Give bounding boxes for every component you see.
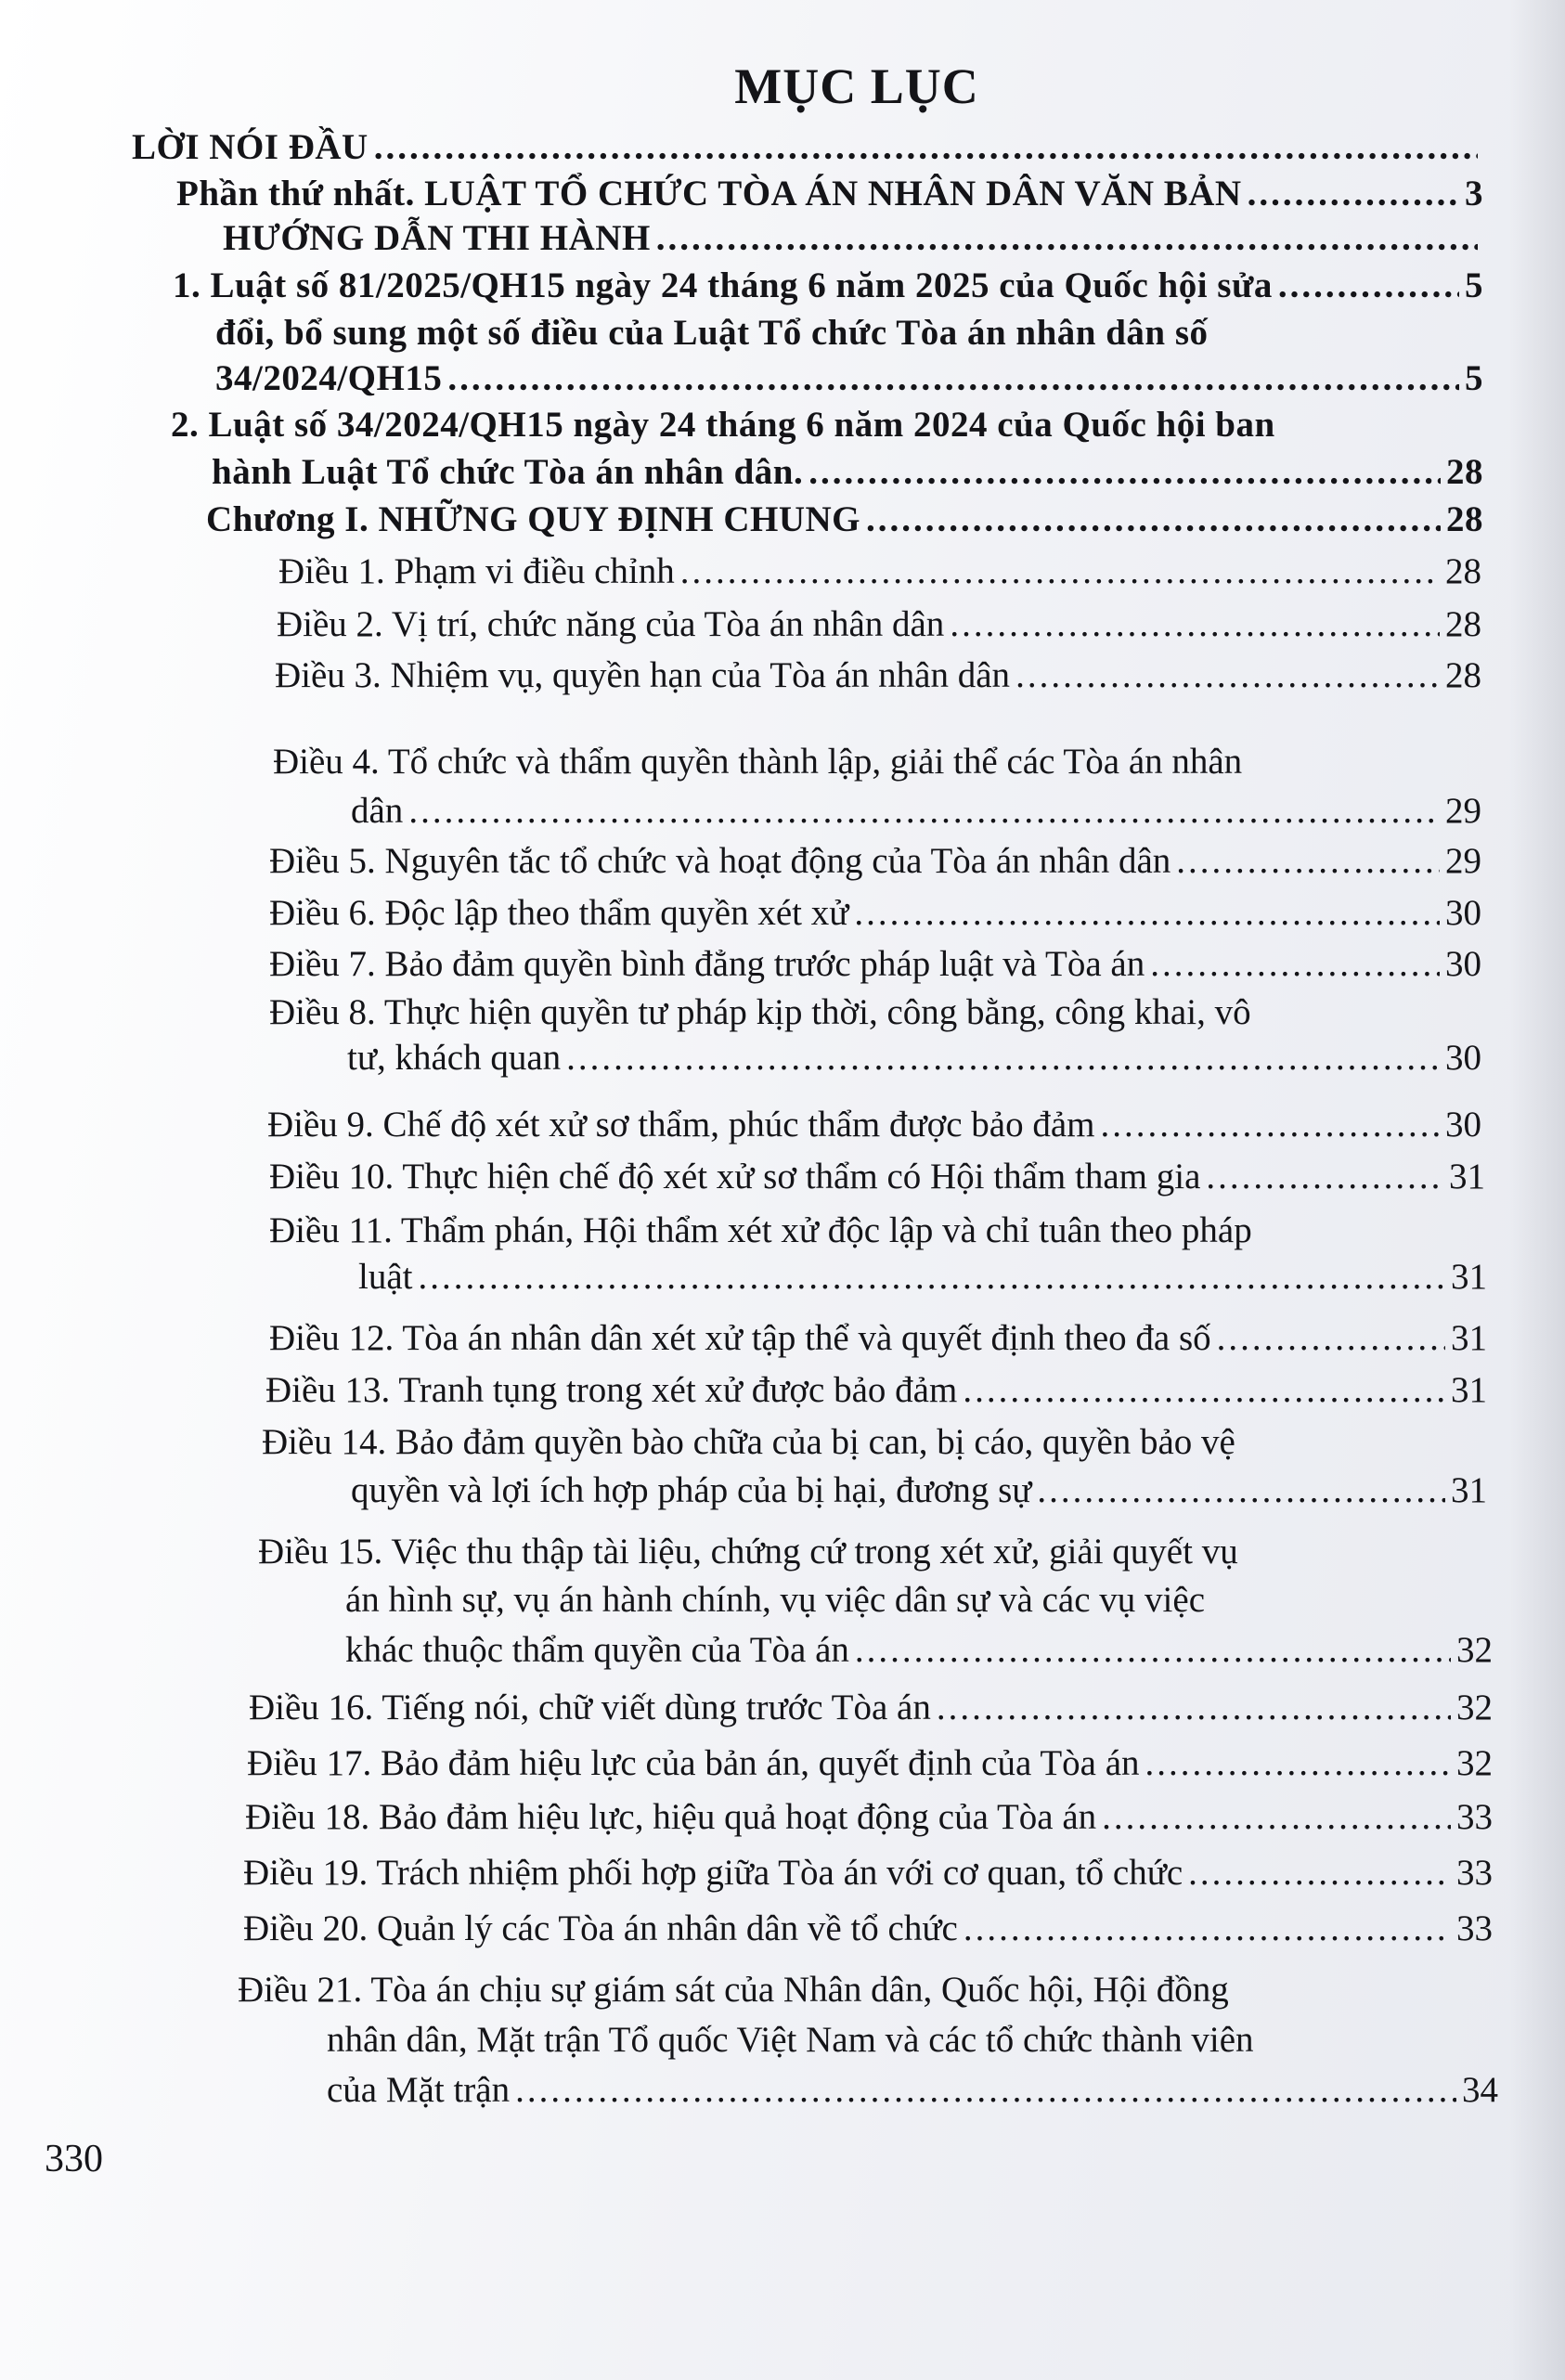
page-number: 330 [45, 2138, 103, 2180]
toc-entry-foreword[interactable] [132, 123, 1483, 172]
leader-dots [937, 1684, 1451, 1732]
toc-entry-label: Điều 6. Độc lập theo thẩm quyền xét xử [269, 893, 849, 933]
leader-dots [1037, 1467, 1445, 1515]
toc-entry-page: 29 [1445, 841, 1481, 881]
toc-entry-label: tư, khách quan [347, 1038, 562, 1078]
leader-dots [808, 448, 1441, 497]
toc-entry-article-21: Điều 21. Tòa án chịu sự giám sát của Nhân dân, Quốc hội, Hội đồng [238, 1970, 1229, 2010]
toc-entry-page: 33 [1456, 1908, 1493, 1948]
toc-entry-label: LỜI NÓI ĐẦU [132, 127, 369, 167]
toc-entry-article-16[interactable] [249, 1684, 1493, 1732]
leader-dots [1101, 1101, 1440, 1149]
leader-dots [566, 1034, 1440, 1082]
toc-entry-article-21-cont: nhân dân, Mặt trận Tổ quốc Việt Nam và các tổ chức thành viên [327, 2020, 1254, 2060]
toc-entry-article-8-end[interactable] [347, 1034, 1481, 1082]
toc-entry-page: 34 [1462, 2070, 1498, 2110]
toc-entry-article-3[interactable] [275, 652, 1481, 700]
toc-entry-label: hành Luật Tổ chức Tòa án nhân dân. [212, 452, 804, 492]
toc-entry-page: 30 [1445, 1105, 1481, 1145]
leader-dots [964, 1905, 1451, 1953]
leader-dots [1176, 837, 1440, 886]
toc-entry-law-34-end[interactable] [212, 448, 1483, 497]
toc-entry-article-5[interactable] [269, 837, 1481, 886]
toc-entry-article-12[interactable] [269, 1314, 1487, 1363]
toc-entry-part-one[interactable] [176, 170, 1483, 218]
toc-entry-page: 31 [1449, 1157, 1485, 1196]
leader-dots [1150, 940, 1440, 989]
toc-entry-page: 30 [1445, 944, 1481, 984]
toc-entry-label: luật [358, 1257, 413, 1297]
leader-dots [515, 2066, 1456, 2115]
toc-entry-label: khác thuộc thẩm quyền của Tòa án [345, 1630, 849, 1670]
toc-entry-article-18[interactable] [245, 1793, 1493, 1842]
toc-entry-label: 34/2024/QH15 [215, 358, 443, 398]
leader-dots [656, 214, 1478, 263]
toc-entry-label: Điều 16. Tiếng nói, chữ viết dùng trước Tòa án [249, 1688, 931, 1727]
toc-entry-article-15-end[interactable] [345, 1626, 1493, 1675]
toc-entry-article-15-cont: án hình sự, vụ án hành chính, vụ việc dân sự và các vụ việc [345, 1580, 1206, 1620]
leader-dots [1015, 652, 1440, 700]
toc-entry-article-9[interactable] [267, 1101, 1481, 1149]
toc-entry-page: 28 [1446, 499, 1483, 539]
toc-entry-page: 29 [1445, 791, 1481, 831]
toc-entry-article-1[interactable] [278, 548, 1481, 596]
leader-dots [418, 1253, 1445, 1301]
toc-entry-label: dân [351, 791, 404, 831]
leader-dots [1217, 1314, 1445, 1363]
toc-entry-part-one-cont[interactable] [223, 214, 1483, 263]
toc-entry-label: Điều 10. Thực hiện chế độ xét xử sơ thẩm có Hội thẩm tham gia [269, 1157, 1201, 1196]
toc-entry-page: 30 [1445, 893, 1481, 933]
leader-dots [963, 1366, 1445, 1415]
toc-entry-law-81-end[interactable] [215, 355, 1483, 403]
toc-entry-label: Điều 20. Quản lý các Tòa án nhân dân về tổ chức [243, 1908, 958, 1948]
toc-entry-article-13[interactable] [265, 1366, 1487, 1415]
toc-entry-article-4: Điều 4. Tổ chức và thẩm quyền thành lập, giải thể các Tòa án nhân [273, 742, 1243, 782]
leader-dots [854, 889, 1440, 938]
leader-dots [1145, 1740, 1451, 1788]
toc-entry-label: Điều 2. Vị trí, chức năng của Tòa án nhân dân [277, 604, 945, 644]
toc-entry-page: 32 [1456, 1743, 1493, 1783]
toc-entry-page: 28 [1445, 551, 1481, 591]
toc-entry-page: 28 [1446, 452, 1483, 492]
toc-entry-label: Điều 13. Tranh tụng trong xét xử được bảo đảm [265, 1370, 958, 1410]
leader-dots [680, 548, 1440, 596]
toc-entry-label: Điều 7. Bảo đảm quyền bình đẳng trước pháp luật và Tòa án [269, 944, 1145, 984]
toc-entry-page: 5 [1465, 358, 1483, 398]
toc-entry-page: 30 [1445, 1038, 1481, 1078]
leader-dots [374, 123, 1478, 172]
toc-entry-label: Điều 5. Nguyên tắc tổ chức và hoạt động của Tòa án nhân dân [269, 841, 1171, 881]
toc-entry-page: 32 [1456, 1630, 1493, 1670]
toc-entry-label: Điều 1. Phạm vi điều chỉnh [278, 551, 675, 591]
toc-entry-law-34[interactable] [171, 401, 1483, 449]
leader-dots [447, 355, 1459, 403]
toc-entry-page: 5 [1465, 265, 1483, 305]
leader-dots [950, 601, 1440, 649]
page-title: MỤC LỤC [734, 58, 979, 114]
toc-entry-law-81[interactable] [173, 262, 1483, 310]
toc-entry-article-14: Điều 14. Bảo đảm quyền bào chữa của bị can, bị cáo, quyền bảo vệ [262, 1422, 1235, 1462]
leader-dots [1278, 262, 1459, 310]
toc-entry-article-6[interactable] [269, 889, 1481, 938]
toc-entry-page: 33 [1456, 1797, 1493, 1837]
toc-entry-article-11: Điều 11. Thẩm phán, Hội thẩm xét xử độc lập và chỉ tuân theo pháp [269, 1210, 1252, 1250]
toc-entry-page: 31 [1451, 1257, 1487, 1297]
toc-entry-law-81-cont: đổi, bổ sung một số điều của Luật Tổ chức Tòa án nhân dân số [215, 313, 1209, 353]
toc-entry-page: 31 [1451, 1318, 1487, 1358]
toc-entry-label: Điều 9. Chế độ xét xử sơ thẩm, phúc thẩm được bảo đảm [267, 1105, 1095, 1145]
toc-entry-page: 28 [1445, 604, 1481, 644]
leader-dots [408, 787, 1440, 835]
toc-entry-article-11-end[interactable] [358, 1253, 1487, 1301]
toc-entry-article-15: Điều 15. Việc thu thập tài liệu, chứng cứ trong xét xử, giải quyết vụ [258, 1532, 1238, 1572]
toc-entry-article-14-end[interactable] [351, 1467, 1487, 1515]
toc-entry-page: 32 [1456, 1688, 1493, 1727]
toc-entry-label: Phần thứ nhất. LUẬT TỔ CHỨC TÒA ÁN NHÂN DÂN VĂN BẢN [176, 174, 1242, 213]
toc-entry-page: 31 [1451, 1370, 1487, 1410]
leader-dots [1206, 1153, 1443, 1201]
toc-entry-article-7[interactable] [269, 940, 1481, 989]
leader-dots [866, 496, 1441, 544]
toc-entry-page: 31 [1451, 1470, 1487, 1510]
leader-dots [1188, 1849, 1451, 1897]
toc-entry-article-20[interactable] [243, 1905, 1493, 1953]
toc-entry-article-10[interactable] [269, 1153, 1485, 1201]
toc-entry-article-2[interactable] [277, 601, 1481, 649]
toc-entry-page: 3 [1465, 174, 1483, 213]
toc-entry-page: 28 [1445, 655, 1481, 695]
toc-entry-label: Điều 12. Tòa án nhân dân xét xử tập thể và quyết định theo đa số [269, 1318, 1211, 1358]
toc-entry-label: 2. Luật số 34/2024/QH15 ngày 24 tháng 6 năm 2024 của Quốc hội ban [171, 405, 1275, 445]
leader-dots [1102, 1793, 1451, 1842]
leader-dots [855, 1626, 1451, 1675]
toc-entry-article-19[interactable] [243, 1849, 1493, 1897]
toc-entry-label: 1. Luật số 81/2025/QH15 ngày 24 tháng 6 năm 2025 của Quốc hội sửa [173, 265, 1273, 305]
toc-entry-label: quyền và lợi ích hợp pháp của bị hại, đương sự [351, 1470, 1032, 1510]
toc-entry-label: Điều 19. Trách nhiệm phối hợp giữa Tòa án với cơ quan, tổ chức [243, 1853, 1183, 1893]
toc-entry-article-4-end[interactable] [351, 787, 1481, 835]
toc-entry-page: 33 [1456, 1853, 1493, 1893]
toc-entry-label: của Mặt trận [327, 2070, 511, 2110]
toc-entry-label: Điều 17. Bảo đảm hiệu lực của bản án, quyết định của Tòa án [247, 1743, 1140, 1783]
leader-dots [1248, 170, 1459, 218]
toc-entry-label: Điều 3. Nhiệm vụ, quyền hạn của Tòa án nhân dân [275, 655, 1011, 695]
toc-entry-chapter-1[interactable] [206, 496, 1483, 544]
toc-entry-label: HƯỚNG DẪN THI HÀNH [223, 218, 651, 258]
toc-entry-label: Điều 18. Bảo đảm hiệu lực, hiệu quả hoạt động của Tòa án [245, 1797, 1097, 1837]
toc-entry-article-21-end[interactable] [327, 2066, 1498, 2115]
toc-entry-article-17[interactable] [247, 1740, 1493, 1788]
toc-entry-article-8: Điều 8. Thực hiện quyền tư pháp kịp thời, công bằng, công khai, vô [269, 992, 1251, 1032]
toc-entry-label: Chương I. NHỮNG QUY ĐỊNH CHUNG [206, 499, 860, 539]
